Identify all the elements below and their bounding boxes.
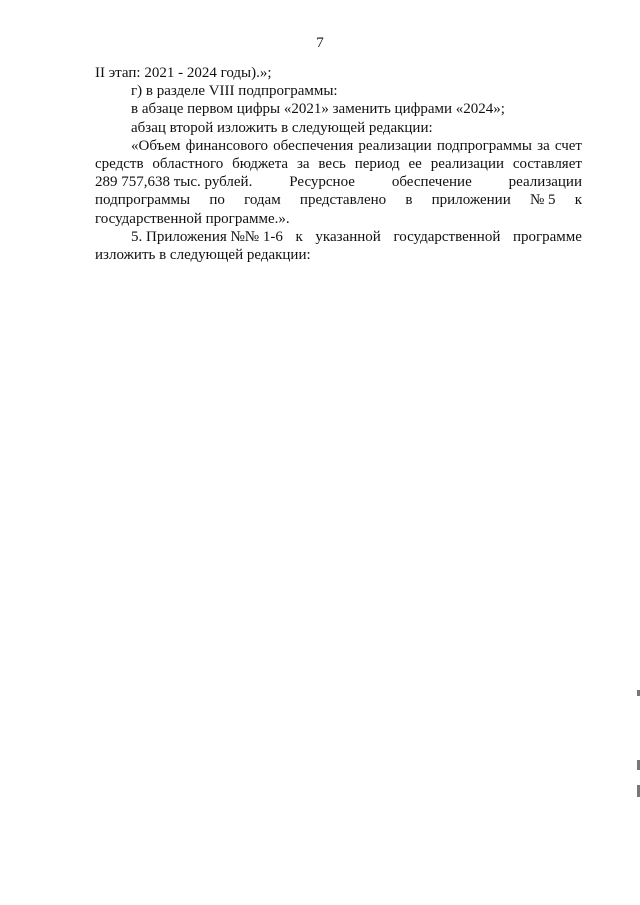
word: обеспечения (273, 137, 354, 154)
word: по (209, 192, 225, 209)
text-line: абзац второй изложить в следующей редакции: (131, 119, 433, 136)
word: составляет (512, 156, 582, 173)
text-line: г) в разделе VIII подпрограммы: (131, 83, 338, 100)
quote-line-2 (95, 155, 582, 173)
word: счет (554, 137, 582, 154)
word: приложении (431, 192, 511, 209)
word: подпрограммы (436, 137, 532, 154)
word: 289 757,638 тыс. рублей. (95, 174, 253, 191)
word: средств (95, 156, 144, 173)
text-line: в абзаце первом цифры «2021» заменить цифрами «2024»; (131, 101, 505, 118)
text-line: государственной программе.». (95, 210, 290, 227)
page-number: 7 (316, 35, 324, 51)
word: в (405, 192, 413, 209)
word: областного (152, 156, 224, 173)
word: государственной (393, 228, 501, 245)
word: к (574, 192, 582, 209)
word: реализации (358, 137, 432, 154)
word: ее (408, 156, 422, 173)
word: реализации (508, 174, 582, 191)
word: весь (318, 156, 346, 173)
word: «Объем (131, 137, 181, 154)
word: за (537, 137, 550, 154)
word: годам (244, 192, 281, 209)
word: подпрограммы (95, 192, 191, 209)
word: обеспечение (391, 174, 472, 191)
word: бюджета (232, 156, 289, 173)
quote-line-4 (95, 191, 582, 209)
word: период (354, 156, 400, 173)
word: № 5 (529, 192, 556, 209)
quote-line-3 (95, 173, 582, 191)
document-body (95, 64, 582, 264)
word: 5. Приложения №№ 1-6 (131, 228, 283, 245)
text-line: изложить в следующей редакции: (95, 247, 311, 264)
word: представлено (299, 192, 387, 209)
quote-line-1 (95, 137, 582, 155)
word: реализации (430, 156, 504, 173)
word: финансового (185, 137, 269, 154)
point5-line-1 (95, 228, 582, 246)
text-line: II этап: 2021 - 2024 годы).»; (95, 65, 272, 81)
word: указанной (315, 228, 381, 245)
word: за (296, 156, 310, 173)
word: к (295, 228, 303, 245)
word: программе (512, 228, 582, 245)
word: Ресурсное (289, 174, 355, 191)
